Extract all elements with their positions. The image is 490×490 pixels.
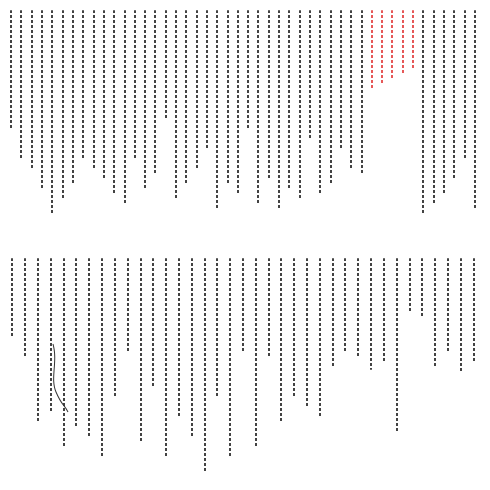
pen-stroke bbox=[53, 344, 68, 412]
